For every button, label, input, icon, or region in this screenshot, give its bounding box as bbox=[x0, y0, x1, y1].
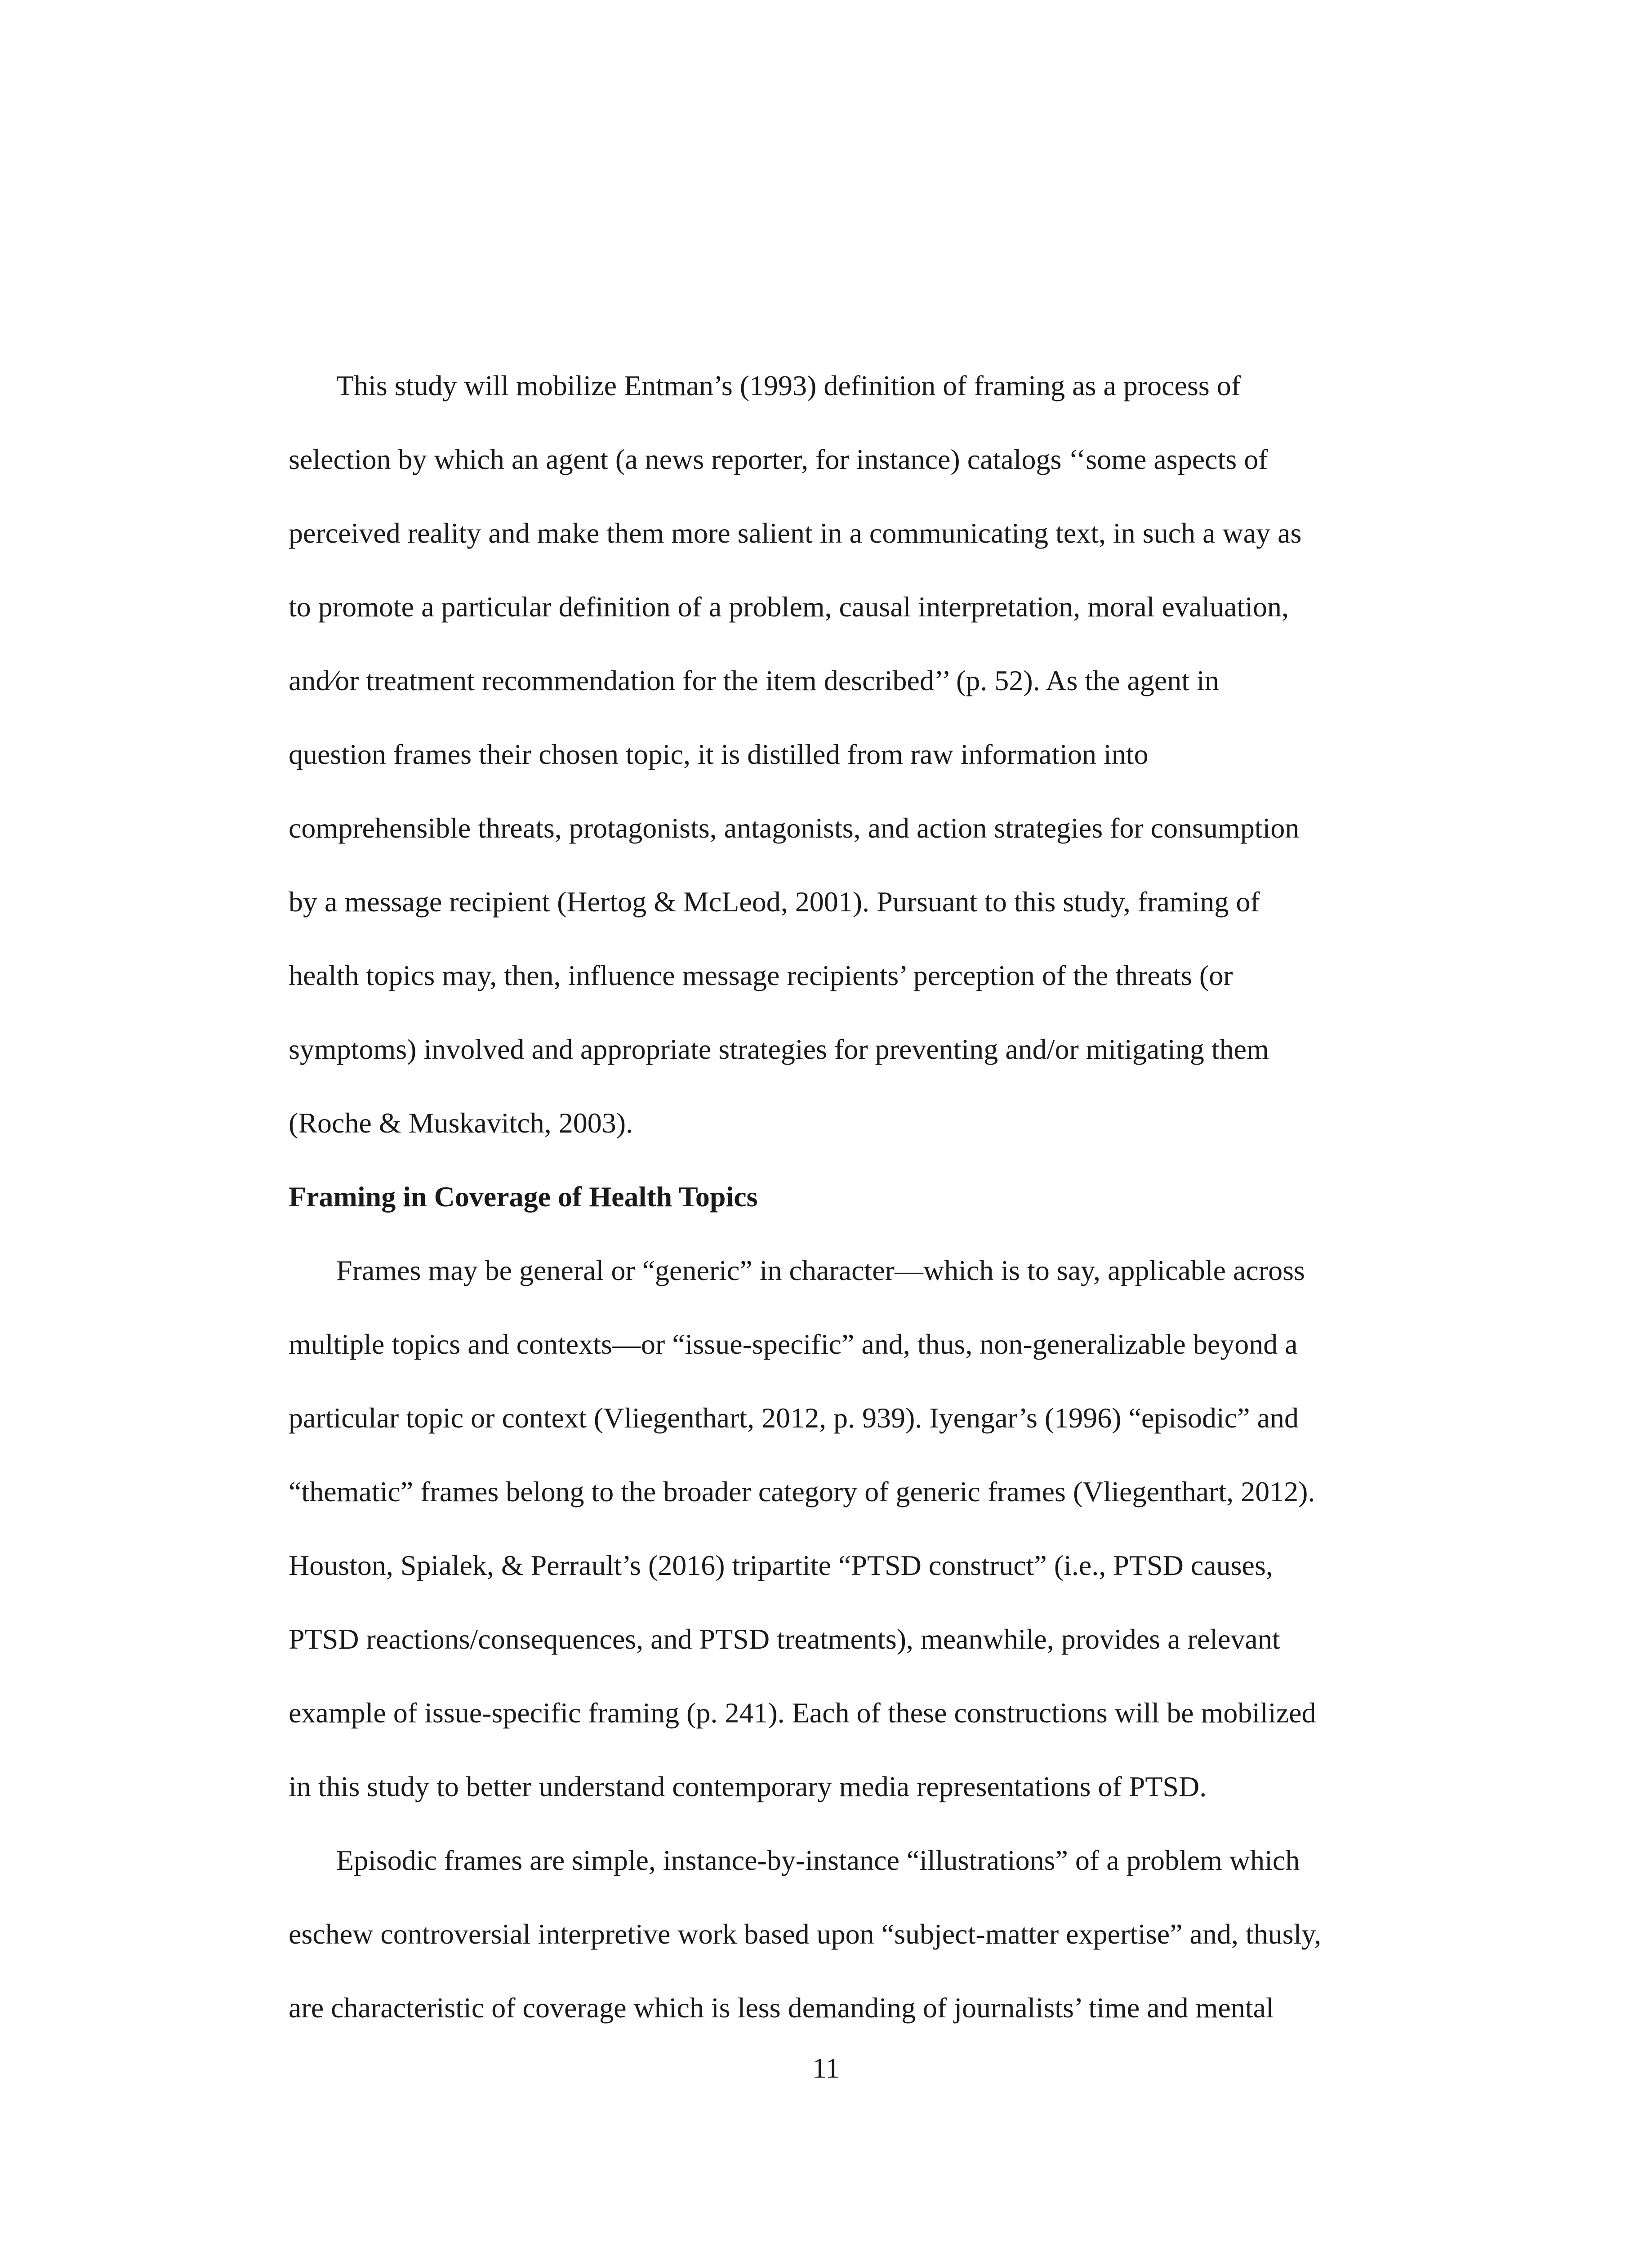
paragraph-2-line-6: PTSD reactions/consequences, and PTSD treatments), meanwhile, provides a relevant bbox=[289, 1623, 1280, 1655]
page-number: 11 bbox=[812, 2052, 840, 2084]
paragraph-1-line-1: This study will mobilize Entman’s (1993) definition of framing as a process of bbox=[336, 370, 1241, 401]
paragraph-1-line-7: comprehensible threats, protagonists, antagonists, and action strategies for consumption bbox=[289, 812, 1300, 844]
paragraph-2-line-1: Frames may be general or “generic” in character—which is to say, applicable across bbox=[336, 1254, 1305, 1286]
paragraph-1-line-8: by a message recipient (Hertog & McLeod, 2001). Pursuant to this study, framing of bbox=[289, 886, 1260, 918]
paragraph-3-line-1: Episodic frames are simple, instance-by-instance “illustrations” of a problem which bbox=[336, 1844, 1300, 1876]
paragraph-2-line-3: particular topic or context (Vliegenthart, 2012, p. 939). Iyengar’s (1996) “episodic” and bbox=[289, 1402, 1299, 1434]
paragraph-1-line-6: question frames their chosen topic, it is distilled from raw information into bbox=[289, 738, 1149, 770]
paragraph-2-line-8: in this study to better understand contemporary media representations of PTSD. bbox=[289, 1771, 1207, 1802]
paragraph-1-line-4: to promote a particular definition of a problem, causal interpretation, moral evaluation, bbox=[289, 591, 1289, 623]
paragraph-1-line-5: and⁄or treatment recommendation for the item described’’ (p. 52). As the agent in bbox=[289, 665, 1219, 696]
paragraph-2-line-2: multiple topics and contexts—or “issue-specific” and, thus, non-generalizable beyond a bbox=[289, 1328, 1298, 1360]
paragraph-1-line-10: symptoms) involved and appropriate strategies for preventing and/or mitigating them bbox=[289, 1033, 1269, 1065]
paragraph-2-line-7: example of issue-specific framing (p. 241). Each of these constructions will be mobilized bbox=[289, 1697, 1316, 1729]
paragraph-3-line-3: are characteristic of coverage which is less demanding of journalists’ time and mental bbox=[289, 1992, 1274, 2024]
paragraph-1-line-11: (Roche & Muskavitch, 2003). bbox=[289, 1107, 633, 1139]
paragraph-1-line-2: selection by which an agent (a news reporter, for instance) catalogs ‘‘some aspects of bbox=[289, 443, 1268, 475]
paragraph-2-line-4: “thematic” frames belong to the broader category of generic frames (Vliegenthart, 2012). bbox=[289, 1476, 1315, 1508]
section-heading: Framing in Coverage of Health Topics bbox=[289, 1181, 758, 1213]
paragraph-2-line-5: Houston, Spialek, & Perrault’s (2016) tripartite “PTSD construct” (i.e., PTSD causes, bbox=[289, 1549, 1273, 1581]
paragraph-1-line-9: health topics may, then, influence message recipients’ perception of the threats (or bbox=[289, 959, 1233, 991]
paragraph-1-line-3: perceived reality and make them more salient in a communicating text, in such a way as bbox=[289, 517, 1302, 549]
paragraph-3-line-2: eschew controversial interpretive work based upon “subject-matter expertise” and, thusly, bbox=[289, 1918, 1322, 1950]
